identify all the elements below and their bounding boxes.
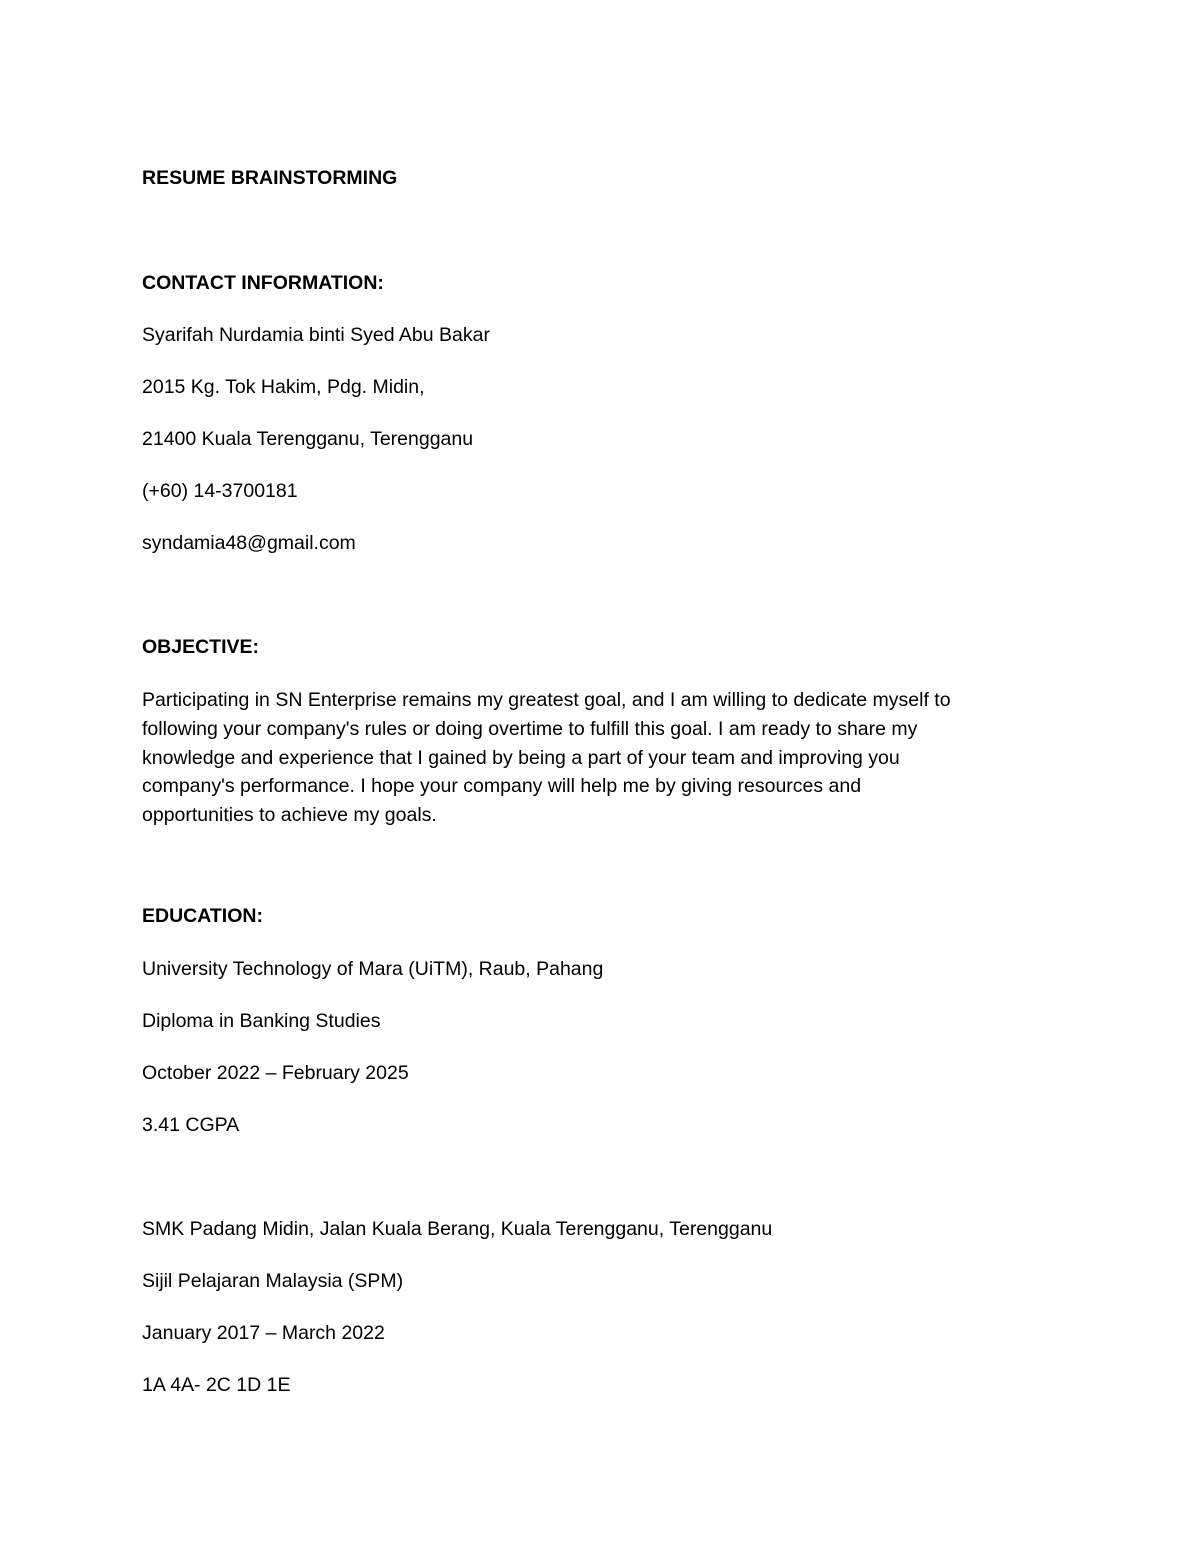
contact-address-line2: 21400 Kuala Terengganu, Terengganu xyxy=(142,428,474,450)
education-institution: SMK Padang Midin, Jalan Kuala Berang, Kuala Terengganu, Terengganu xyxy=(142,1218,773,1240)
education-period: October 2022 – February 2025 xyxy=(142,1062,409,1084)
objective-heading: OBJECTIVE: xyxy=(142,636,260,658)
education-qualification: Sijil Pelajaran Malaysia (SPM) xyxy=(142,1270,404,1292)
education-heading: EDUCATION: xyxy=(142,905,263,927)
objective-line: knowledge and experience that I gained by being a part of your team and improving you xyxy=(142,746,900,769)
objective-line: Participating in SN Enterprise remains my greatest goal, and I am willing to dedicate myself to xyxy=(142,689,951,711)
contact-name: Syarifah Nurdamia binti Syed Abu Bakar xyxy=(142,324,490,346)
objective-line: opportunities to achieve my goals. xyxy=(142,804,437,827)
contact-email: syndamia48@gmail.com xyxy=(142,532,356,554)
contact-phone: (+60) 14-3700181 xyxy=(142,480,298,502)
education-period: January 2017 – March 2022 xyxy=(142,1322,385,1344)
objective-paragraph xyxy=(142,686,1062,830)
education-institution: University Technology of Mara (UiTM), Raub, Pahang xyxy=(142,958,604,980)
contact-heading: CONTACT INFORMATION: xyxy=(142,272,384,294)
education-qualification: Diploma in Banking Studies xyxy=(142,1010,381,1032)
education-result: 1A 4A- 2C 1D 1E xyxy=(142,1374,291,1396)
document-title: RESUME BRAINSTORMING xyxy=(142,167,398,189)
education-result: 3.41 CGPA xyxy=(142,1114,240,1136)
contact-address-line1: 2015 Kg. Tok Hakim, Pdg. Midin, xyxy=(142,376,425,398)
objective-line: following your company's rules or doing overtime to fulfill this goal. I am ready to share my xyxy=(142,717,918,740)
objective-line: company's performance. I hope your company will help me by giving resources and xyxy=(142,775,862,798)
